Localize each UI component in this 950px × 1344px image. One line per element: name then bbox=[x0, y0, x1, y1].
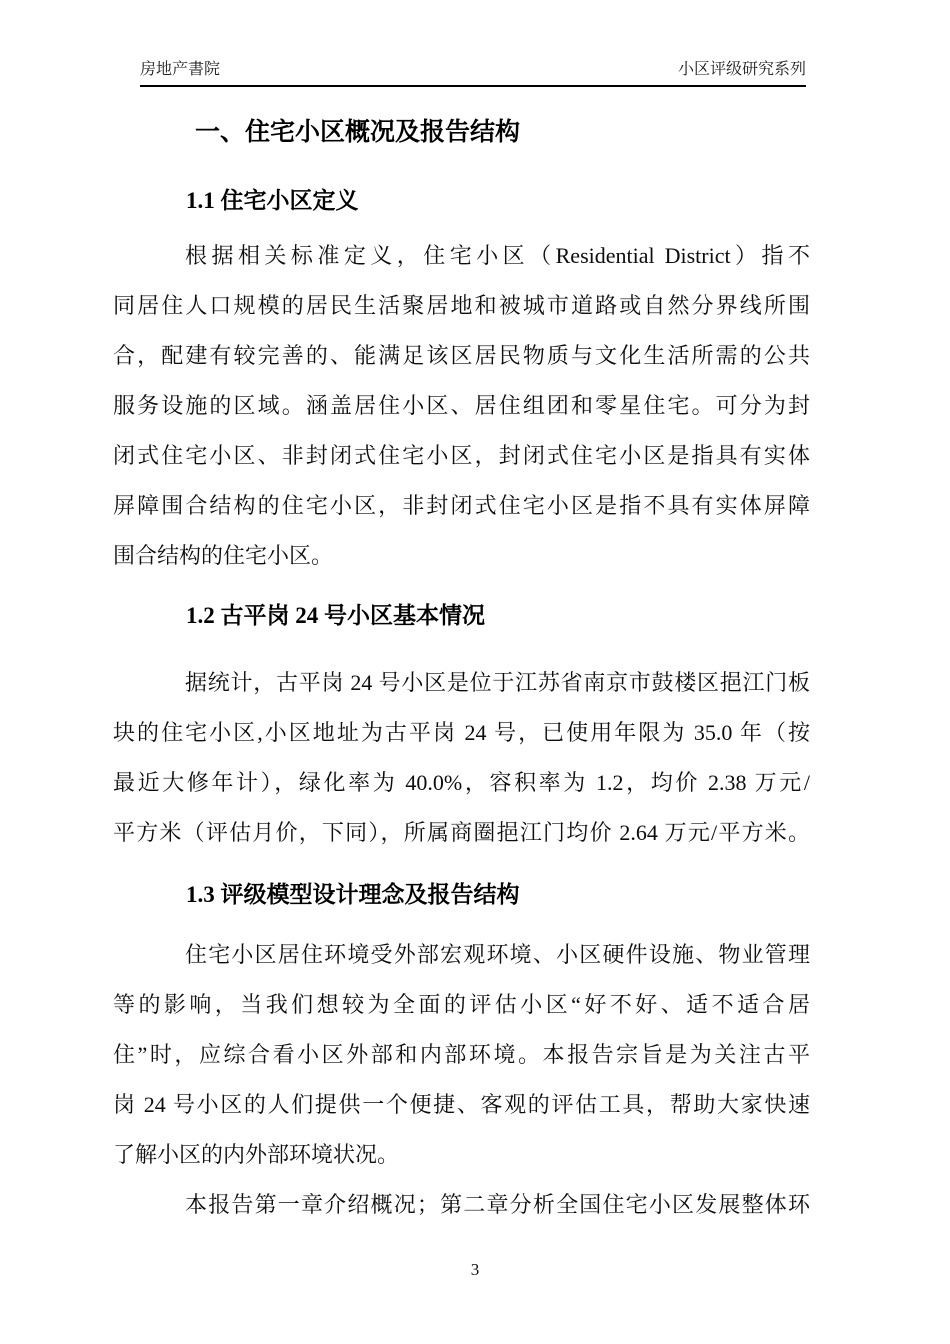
body-line: 住”时，应综合看小区外部和内部环境。本报告宗旨是为关注古平 bbox=[113, 1042, 810, 1067]
body-line: 岗 24 号小区的人们提供一个便捷、客观的评估工具，帮助大家快速 bbox=[113, 1092, 810, 1117]
body-line: 合，配建有较完善的、能满足该区居民物质与文化生活所需的公共 bbox=[113, 343, 810, 368]
header-right-text: 小区评级研究系列 bbox=[677, 61, 806, 78]
body-line: 最近大修年计），绿化率为 40.0%，容积率为 1.2，均价 2.38 万元/ bbox=[113, 770, 810, 795]
chapter-title: 一、住宅小区概况及报告结构 bbox=[195, 119, 521, 146]
page-header bbox=[140, 56, 806, 87]
body-line: 本报告第一章介绍概况；第二章分析全国住宅小区发展整体环 bbox=[185, 1192, 810, 1217]
body-line: 等的影响，当我们想较为全面的评估小区“好不好、适不适合居 bbox=[113, 992, 810, 1017]
section-heading-1-1: 1.1 住宅小区定义 bbox=[186, 188, 359, 213]
section-heading-1-2: 1.2 古平岗 24 号小区基本情况 bbox=[186, 603, 485, 628]
body-line: 住宅小区居住环境受外部宏观环境、小区硬件设施、物业管理 bbox=[185, 942, 810, 967]
body-line: 围合结构的住宅小区。 bbox=[113, 543, 334, 568]
page-number: 3 bbox=[470, 1260, 480, 1279]
body-line: 闭式住宅小区、非封闭式住宅小区，封闭式住宅小区是指具有实体 bbox=[113, 443, 810, 468]
body-line: 据统计，古平岗 24 号小区是位于江苏省南京市鼓楼区挹江门板 bbox=[185, 670, 810, 695]
body-line: 块的住宅小区,小区地址为古平岗 24 号，已使用年限为 35.0 年（按 bbox=[113, 720, 810, 745]
paragraph bbox=[113, 231, 810, 581]
body-line: 了解小区的内外部环境状况。 bbox=[113, 1142, 400, 1167]
section-heading-1-3: 1.3 评级模型设计理念及报告结构 bbox=[186, 882, 520, 907]
body-line: 服务设施的区域。涵盖居住小区、居住组团和零星住宅。可分为封 bbox=[113, 393, 810, 418]
paragraph bbox=[113, 930, 810, 1180]
header-left-text: 房地产書院 bbox=[140, 61, 221, 78]
paragraph bbox=[113, 1180, 810, 1230]
page-content bbox=[113, 105, 810, 1230]
body-line: 屏障围合结构的住宅小区，非封闭式住宅小区是指不具有实体屏障 bbox=[113, 493, 810, 518]
body-line: 同居住人口规模的居民生活聚居地和被城市道路或自然分界线所围 bbox=[113, 293, 810, 318]
body-line: 平方米（评估月价，下同），所属商圈挹江门均价 2.64 万元/平方米。 bbox=[113, 820, 810, 845]
body-line: 根据相关标准定义，住宅小区（Residential District）指不 bbox=[185, 243, 810, 268]
paragraph bbox=[113, 658, 810, 858]
